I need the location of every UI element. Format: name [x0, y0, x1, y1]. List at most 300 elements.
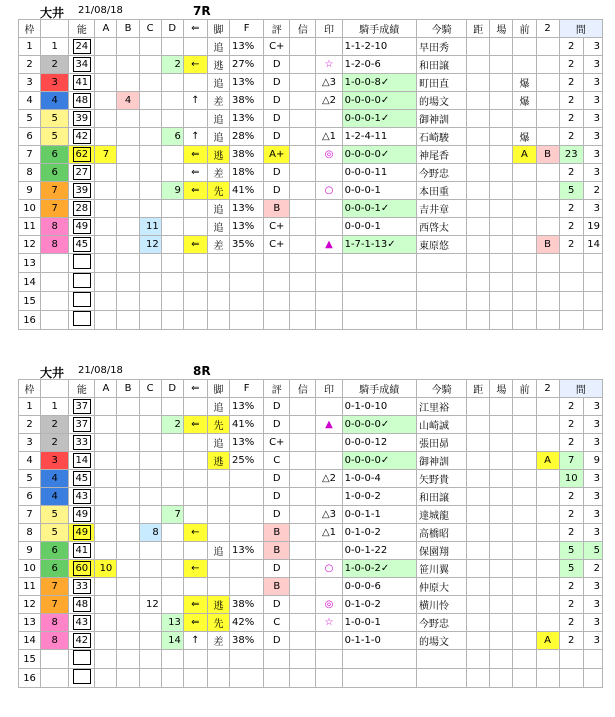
cell-shin [290, 128, 316, 146]
cell-B [117, 542, 139, 560]
cell-D: 7 [161, 506, 183, 524]
cell-nou [69, 128, 95, 146]
cell-hyo: B [264, 578, 290, 596]
cell-B [117, 146, 139, 164]
cell-shirushi: ◎ [316, 596, 342, 614]
cell-arr [183, 398, 207, 416]
table-row [19, 560, 603, 578]
cell-ba [490, 200, 513, 218]
cell-D [161, 669, 183, 688]
cell-C [139, 273, 161, 292]
entry-table [18, 379, 603, 688]
cell-arr [183, 218, 207, 236]
cell-mae [513, 182, 536, 200]
cell-arr: ⇐ [183, 236, 207, 254]
cell-F: 13% [230, 110, 264, 128]
cell-kyaku [207, 669, 229, 688]
column-header: F [230, 380, 264, 398]
cell-kyori [467, 182, 490, 200]
cell-ba [490, 292, 513, 311]
cell-shirushi [316, 542, 342, 560]
cell-shin [290, 311, 316, 330]
cell-konki: 今野忠 [416, 614, 466, 632]
cell-shin [290, 452, 316, 470]
cell-shin [290, 254, 316, 273]
cell-arr: ⇐ [183, 146, 207, 164]
cell-shirushi [316, 254, 342, 273]
cell-k2 [583, 254, 602, 273]
cell-arr [183, 488, 207, 506]
cell-C: 8 [139, 524, 161, 542]
cell-D: 6 [161, 128, 183, 146]
cell-B: 4 [117, 92, 139, 110]
cell-waku: 2 [41, 434, 69, 452]
cell-B [117, 236, 139, 254]
ability-value: 37 [73, 399, 91, 414]
cell-D [161, 596, 183, 614]
cell-k2: 3 [583, 416, 602, 434]
ability-value: 45 [73, 237, 91, 252]
table-row [19, 164, 603, 182]
cell-shirushi: ○ [316, 182, 342, 200]
cell-A [95, 542, 117, 560]
cell-konki: 和田譲 [416, 488, 466, 506]
cell-mae [513, 236, 536, 254]
cell-ni [536, 56, 559, 74]
cell-shirushi: ▲ [316, 416, 342, 434]
ability-value: 48 [73, 93, 91, 108]
cell-B [117, 470, 139, 488]
cell-ba [490, 92, 513, 110]
cell-shirushi: △3 [316, 74, 342, 92]
cell-kisyu: 1-0-0-2✓ [342, 560, 416, 578]
ability-value: 39 [73, 183, 91, 198]
cell-F [230, 488, 264, 506]
cell-shin [290, 578, 316, 596]
cell-kyaku [207, 560, 229, 578]
cell-k2: 19 [583, 218, 602, 236]
cell-A [95, 56, 117, 74]
cell-ba [490, 452, 513, 470]
ability-value: 27 [73, 165, 91, 180]
cell-kisyu: 0-0-0-1✓ [342, 110, 416, 128]
cell-nou [69, 292, 95, 311]
cell-kisyu: 0-0-0-11 [342, 164, 416, 182]
cell-waku: 6 [41, 164, 69, 182]
column-header: 騎手成績 [342, 20, 416, 38]
race-table-8r [18, 360, 603, 688]
cell-D [161, 398, 183, 416]
column-header: 印 [316, 20, 342, 38]
cell-kisyu [342, 254, 416, 273]
cell-ba [490, 182, 513, 200]
cell-mae [513, 542, 536, 560]
column-header: ⇐ [183, 380, 207, 398]
cell-A [95, 311, 117, 330]
cell-B [117, 254, 139, 273]
cell-kyaku: 追 [207, 434, 229, 452]
cell-shirushi: △3 [316, 506, 342, 524]
cell-k1: 10 [559, 470, 583, 488]
cell-C [139, 614, 161, 632]
cell-nou [69, 669, 95, 688]
cell-B [117, 669, 139, 688]
ability-value [73, 254, 91, 269]
cell-konki: 仲原大 [416, 578, 466, 596]
table-row [19, 506, 603, 524]
cell-arr [183, 110, 207, 128]
cell-C [139, 182, 161, 200]
cell-C [139, 164, 161, 182]
cell-kisyu: 0-0-0-0✓ [342, 452, 416, 470]
cell-k1: 2 [559, 218, 583, 236]
cell-D [161, 146, 183, 164]
cell-konki: 山崎誠 [416, 416, 466, 434]
cell-no: 16 [19, 669, 41, 688]
cell-B [117, 128, 139, 146]
column-header: B [117, 20, 139, 38]
cell-ni: B [536, 146, 559, 164]
cell-B [117, 614, 139, 632]
cell-A [95, 200, 117, 218]
cell-nou [69, 164, 95, 182]
cell-ni [536, 470, 559, 488]
cell-no: 3 [19, 434, 41, 452]
cell-kyori [467, 128, 490, 146]
cell-F [230, 470, 264, 488]
cell-kisyu: 0-0-1-1 [342, 506, 416, 524]
cell-k1: 2 [559, 236, 583, 254]
cell-nou [69, 236, 95, 254]
cell-C: 12 [139, 236, 161, 254]
column-header: 脚 [207, 20, 229, 38]
cell-kisyu: 0-1-1-0 [342, 632, 416, 650]
cell-A [95, 164, 117, 182]
cell-A [95, 182, 117, 200]
cell-hyo: D [264, 92, 290, 110]
cell-hyo [264, 311, 290, 330]
cell-no: 8 [19, 164, 41, 182]
cell-waku: 8 [41, 632, 69, 650]
race-date: 21/08/18 [78, 5, 123, 16]
cell-shirushi: △1 [316, 524, 342, 542]
cell-konki [416, 292, 466, 311]
ability-value: 34 [73, 57, 91, 72]
cell-nou [69, 110, 95, 128]
cell-k2: 3 [583, 110, 602, 128]
cell-kyori [467, 254, 490, 273]
ability-value: 49 [73, 507, 91, 522]
cell-kisyu [342, 273, 416, 292]
cell-no: 4 [19, 92, 41, 110]
cell-k2: 3 [583, 596, 602, 614]
column-header: 2 [536, 380, 559, 398]
cell-shin [290, 488, 316, 506]
cell-D [161, 110, 183, 128]
cell-ba [490, 110, 513, 128]
cell-konki [416, 669, 466, 688]
cell-B [117, 74, 139, 92]
cell-nou [69, 470, 95, 488]
cell-kyori [467, 578, 490, 596]
column-header: 距 [467, 20, 490, 38]
cell-hyo: B [264, 542, 290, 560]
table-row [19, 182, 603, 200]
column-header: 能 [69, 380, 95, 398]
cell-k2: 3 [583, 578, 602, 596]
cell-konki: 達城龍 [416, 506, 466, 524]
column-header: B [117, 380, 139, 398]
cell-A [95, 524, 117, 542]
cell-nou [69, 92, 95, 110]
cell-D [161, 434, 183, 452]
cell-F: 41% [230, 416, 264, 434]
ability-value: 62 [73, 147, 91, 162]
cell-arr: ← [183, 524, 207, 542]
column-header: 今騎 [416, 20, 466, 38]
cell-ni [536, 488, 559, 506]
cell-kyori [467, 506, 490, 524]
cell-hyo: D [264, 182, 290, 200]
cell-shirushi [316, 292, 342, 311]
ability-value: 41 [73, 75, 91, 90]
cell-C [139, 578, 161, 596]
ability-value [73, 311, 91, 326]
cell-waku: 4 [41, 488, 69, 506]
cell-kisyu: 0-1-0-10 [342, 398, 416, 416]
cell-no: 9 [19, 542, 41, 560]
cell-kyaku [207, 311, 229, 330]
entry-table [18, 19, 603, 330]
cell-shin [290, 38, 316, 56]
cell-shirushi [316, 452, 342, 470]
cell-kisyu: 0-0-0-1 [342, 218, 416, 236]
cell-arr: ← [183, 56, 207, 74]
cell-ni [536, 542, 559, 560]
cell-konki: 西啓太 [416, 218, 466, 236]
cell-k1 [559, 650, 583, 669]
cell-D: 14 [161, 632, 183, 650]
cell-D [161, 292, 183, 311]
cell-A [95, 452, 117, 470]
cell-hyo: C+ [264, 218, 290, 236]
cell-A [95, 506, 117, 524]
cell-D [161, 452, 183, 470]
cell-arr [183, 273, 207, 292]
cell-arr [183, 38, 207, 56]
cell-ba [490, 254, 513, 273]
cell-shin [290, 200, 316, 218]
cell-B [117, 38, 139, 56]
cell-B [117, 56, 139, 74]
cell-nou [69, 416, 95, 434]
race-number: 7R [193, 4, 211, 18]
cell-mae [513, 669, 536, 688]
cell-D: 2 [161, 416, 183, 434]
cell-kyaku: 差 [207, 92, 229, 110]
cell-k2: 2 [583, 182, 602, 200]
column-header: 枠 [19, 380, 41, 398]
ability-value: 28 [73, 201, 91, 216]
cell-A [95, 470, 117, 488]
cell-shirushi [316, 650, 342, 669]
cell-ni: B [536, 236, 559, 254]
ability-value: 33 [73, 435, 91, 450]
cell-no: 5 [19, 470, 41, 488]
column-header: 今騎 [416, 380, 466, 398]
cell-k2 [583, 311, 602, 330]
cell-F: 38% [230, 596, 264, 614]
race-table-7r [18, 0, 603, 330]
cell-no: 12 [19, 596, 41, 614]
column-header [41, 20, 69, 38]
cell-A [95, 74, 117, 92]
cell-waku: 6 [41, 560, 69, 578]
cell-kyaku: 逃 [207, 146, 229, 164]
cell-F [230, 254, 264, 273]
cell-arr [183, 292, 207, 311]
cell-waku: 5 [41, 128, 69, 146]
column-header: 騎手成績 [342, 380, 416, 398]
cell-ba [490, 596, 513, 614]
cell-konki: 的場文 [416, 92, 466, 110]
cell-F: 18% [230, 164, 264, 182]
cell-waku: 2 [41, 56, 69, 74]
cell-hyo: D [264, 398, 290, 416]
cell-kyori [467, 470, 490, 488]
cell-kyori [467, 488, 490, 506]
cell-kyori [467, 38, 490, 56]
cell-B [117, 398, 139, 416]
cell-ni [536, 74, 559, 92]
table-row [19, 470, 603, 488]
cell-shirushi: △1 [316, 128, 342, 146]
cell-ni [536, 164, 559, 182]
cell-ba [490, 128, 513, 146]
table-row [19, 614, 603, 632]
cell-mae [513, 578, 536, 596]
cell-k1: 2 [559, 38, 583, 56]
cell-nou [69, 434, 95, 452]
ability-value [73, 273, 91, 288]
cell-konki: 早田秀 [416, 38, 466, 56]
column-header: 2 [536, 20, 559, 38]
cell-waku [41, 292, 69, 311]
cell-no: 11 [19, 218, 41, 236]
cell-waku: 7 [41, 182, 69, 200]
cell-ba [490, 38, 513, 56]
ability-value: 48 [73, 597, 91, 612]
cell-nou [69, 560, 95, 578]
cell-C [139, 470, 161, 488]
ability-value: 43 [73, 489, 91, 504]
cell-B [117, 506, 139, 524]
cell-C [139, 398, 161, 416]
cell-D [161, 470, 183, 488]
cell-no: 7 [19, 506, 41, 524]
table-row [19, 542, 603, 560]
cell-kyori [467, 92, 490, 110]
cell-nou [69, 200, 95, 218]
cell-kisyu: 0-0-0-12 [342, 434, 416, 452]
cell-waku: 3 [41, 452, 69, 470]
cell-kisyu: 0-0-0-0✓ [342, 146, 416, 164]
cell-C [139, 110, 161, 128]
cell-k2: 3 [583, 56, 602, 74]
cell-ba [490, 236, 513, 254]
cell-kisyu [342, 292, 416, 311]
cell-no: 14 [19, 273, 41, 292]
cell-konki: 保園翔 [416, 542, 466, 560]
cell-k1: 2 [559, 398, 583, 416]
cell-ni [536, 254, 559, 273]
cell-nou [69, 273, 95, 292]
cell-waku: 8 [41, 218, 69, 236]
table-row [19, 416, 603, 434]
header-row [19, 20, 603, 38]
cell-ni [536, 218, 559, 236]
cell-C [139, 632, 161, 650]
cell-B [117, 650, 139, 669]
cell-arr: ← [183, 560, 207, 578]
cell-arr [183, 669, 207, 688]
cell-hyo: B [264, 200, 290, 218]
table-row [19, 669, 603, 688]
table-row [19, 632, 603, 650]
cell-k1: 2 [559, 488, 583, 506]
cell-kisyu: 0-0-1-22 [342, 542, 416, 560]
cell-C: 12 [139, 596, 161, 614]
column-header [41, 380, 69, 398]
cell-no: 10 [19, 560, 41, 578]
race-date: 21/08/18 [78, 365, 123, 376]
cell-ni [536, 524, 559, 542]
cell-D [161, 273, 183, 292]
cell-hyo: D [264, 56, 290, 74]
cell-C [139, 74, 161, 92]
cell-ba [490, 56, 513, 74]
cell-D [161, 560, 183, 578]
cell-kyaku [207, 524, 229, 542]
cell-k1: 2 [559, 416, 583, 434]
column-header: 脚 [207, 380, 229, 398]
cell-k1: 2 [559, 74, 583, 92]
cell-k2: 3 [583, 506, 602, 524]
cell-shirushi [316, 669, 342, 688]
ability-value: 49 [73, 219, 91, 234]
cell-kisyu: 1-7-1-13✓ [342, 236, 416, 254]
cell-kyori [467, 311, 490, 330]
cell-kyaku [207, 254, 229, 273]
column-header: 前 [513, 20, 536, 38]
cell-hyo [264, 292, 290, 311]
cell-D [161, 254, 183, 273]
cell-D [161, 236, 183, 254]
cell-waku: 6 [41, 146, 69, 164]
cell-arr: ⇐ [183, 416, 207, 434]
cell-arr [183, 650, 207, 669]
cell-hyo: D [264, 164, 290, 182]
cell-F [230, 506, 264, 524]
cell-B [117, 416, 139, 434]
table-row [19, 452, 603, 470]
cell-no: 2 [19, 416, 41, 434]
column-header: C [139, 380, 161, 398]
cell-C [139, 128, 161, 146]
cell-k2: 3 [583, 524, 602, 542]
cell-kyori [467, 669, 490, 688]
cell-F [230, 273, 264, 292]
